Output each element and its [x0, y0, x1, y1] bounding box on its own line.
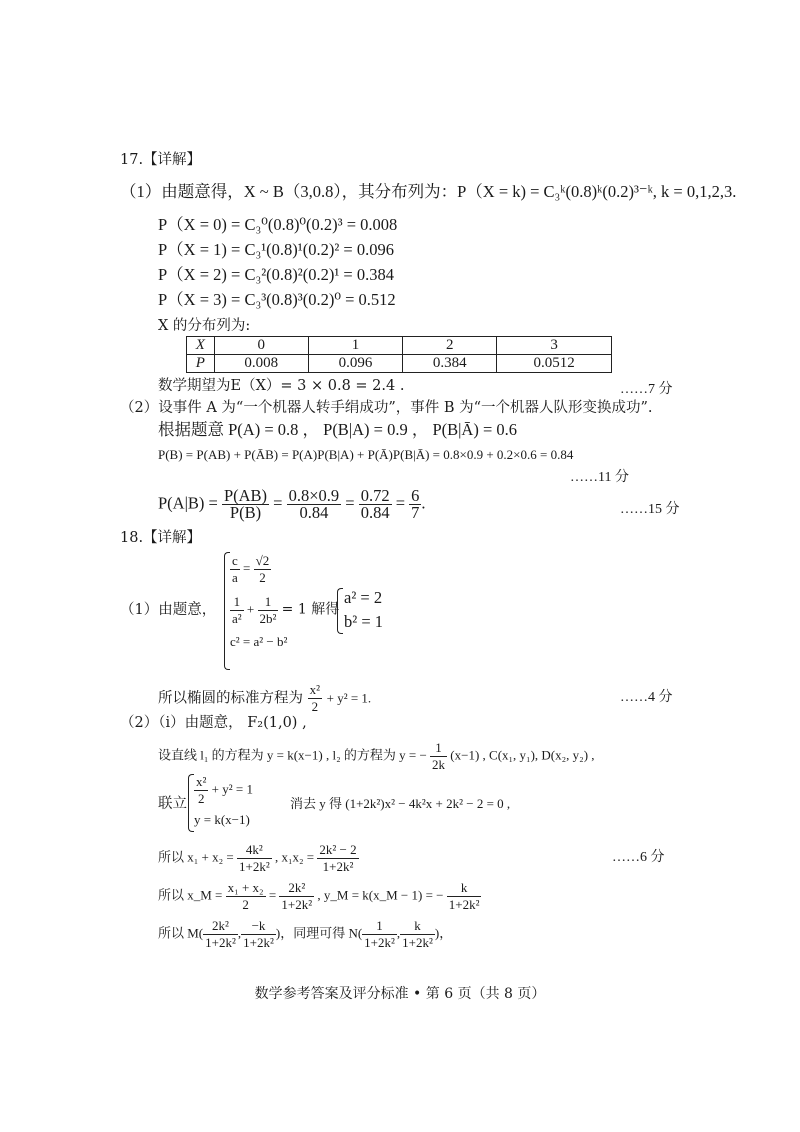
- table-cell: 0.384: [403, 355, 497, 373]
- line-equations: 设直线 l₁ 的方程为 y = k(x−1) , l₂ 的方程为 y = − $\frac{1}{2k}$ (x−1) , C(x₁, y₁), D(x₂, y₂) ,: [158, 740, 595, 772]
- join-eq-1: $\frac{\text{x²}}{2}$ + y² = 1: [196, 774, 253, 806]
- table-cell: 3: [497, 337, 612, 355]
- ellipse-equation: 所以椭圆的标准方程为 $\frac{\text{x²}}{2}$ + y² = 1.: [158, 682, 372, 714]
- q17-heading: 17.【详解】: [120, 152, 202, 168]
- bayes-formula: P(A|B) = $\frac{P(AB)}{P(B)}$ = $\frac{0.8\times 0.9}{0.84}$ = $\frac{0.72}{0.84}$ = $\frac{6}{7}$ .: [158, 486, 426, 522]
- bayes-lhs: P(A|B) =: [158, 493, 218, 513]
- q17-part2-intro: （2）设事件 A 为“一个机器人转手绢成功”，事件 B 为“一个机器人队形变换成功”.: [120, 400, 653, 416]
- total-probability: P(B) = P(AB) + P(ĀB) = P(A)P(B|A) + P(Ā)P(B|Ā) = 0.8×0.9 + 0.2×0.6 = 0.84: [158, 447, 574, 462]
- table-cell: 0.096: [308, 355, 402, 373]
- table-cell: 2: [403, 337, 497, 355]
- expectation: 数学期望为E（X）= 3 × 0.8 = 2.4 .: [158, 378, 405, 394]
- q18-part1-prefix: （1）由题意，: [120, 602, 217, 618]
- q18-heading: 18.【详解】: [120, 530, 202, 546]
- midpoint-coordinates: 所以 x_M = $\frac{\text{x₁ + x₂}}{2}$ = $\frac{\text{2k²}}{\text{1+2k²}}$ , y_M = k(x_M − 1) = − $\frac{k}{\text{1+2k²}}$: [158, 880, 480, 912]
- fraction: $\frac{0.8\times 0.9}{0.84}$: [288, 486, 340, 522]
- q18-part2-intro: （2）（ⅰ）由题意， F₂(1,0) ,: [120, 715, 307, 731]
- prob-x0: P（X = 0) = C₃⁰(0.8)⁰(0.2)³ = 0.008: [158, 215, 398, 234]
- table-cell: 0.0512: [497, 355, 612, 373]
- table-row: [187, 337, 612, 355]
- score-mark: ……6 分: [612, 850, 665, 865]
- prob-x3: P（X = 3) = C₃³(0.8)³(0.2)⁰ = 0.512: [158, 290, 396, 309]
- table-cell: 0.008: [214, 355, 308, 373]
- join-result: 消去 y 得 (1+2k²)x² − 4k²x + 2k² − 2 = 0 ,: [290, 796, 511, 811]
- prob-x1: P（X = 1) = C₃¹(0.8)¹(0.2)² = 0.096: [158, 240, 394, 259]
- prob-x2: P（X = 2) = C₃²(0.8)²(0.2)¹ = 0.384: [158, 265, 394, 284]
- score-mark: ……4 分: [620, 690, 673, 705]
- page-footer: 数学参考答案及评分标准 • 第 6 页（共 8 页）: [254, 986, 546, 1002]
- solution-a2: a² = 2: [344, 588, 383, 607]
- distribution-label: X 的分布列为:: [158, 318, 251, 334]
- system-eq-2: $\frac{1}{\text{a²}}$ + $\frac{1}{\text{2b²}}$ = 1 解得: [232, 594, 340, 626]
- table-cell: X: [187, 337, 215, 355]
- fraction: $\frac{0.72}{0.84}$: [360, 486, 390, 522]
- join-prefix: 联立: [158, 796, 187, 812]
- table-cell: P: [187, 355, 215, 373]
- system-eq-1: $\frac{c}{a}$ = $\frac{√2}{2}$: [232, 553, 270, 585]
- points-m-n: 所以 M( $\frac{\text{2k²}}{\text{1+2k²}}$ , $\frac{-k}{\text{1+2k²}}$ )，同理可得 N( $\frac{1}{\text{1+2k²}}$ , $\frac{k}{\text{1+2k²}}$ )，: [158, 918, 453, 950]
- vieta-relations: 所以 x₁ + x₂ = $\frac{\text{4k²}}{\text{1+2k²}}$ , x₁x₂ = $\frac{\text{2k² − 2}}{\text{1+2k²}}$: [158, 842, 357, 874]
- system-eq-3: c² = a² − b²: [230, 634, 288, 649]
- score-mark: ……11 分: [570, 470, 629, 485]
- solution-brace: [337, 588, 343, 634]
- given-probabilities: 根据题意 P(A) = 0.8 ， P(B|A) = 0.9 ， P(B|Ā) = 0.6: [158, 420, 518, 439]
- table-cell: 0: [214, 337, 308, 355]
- table-cell: 1: [308, 337, 402, 355]
- fraction: $\frac{P(AB)}{P(B)}$: [223, 486, 268, 522]
- table-row: [187, 355, 612, 373]
- fraction: $\frac{6}{7}$: [411, 486, 420, 522]
- score-mark: ……15 分: [620, 502, 680, 517]
- q17-part1-intro: （1）由题意得，X ~ B（3,0.8），其分布列为：P（X = k) = C₃ᵏ(0.8)ᵏ(0.2)³⁻ᵏ, k = 0,1,2,3.: [120, 182, 737, 201]
- score-mark: ……7 分: [620, 382, 673, 397]
- join-eq-2: y = k(x−1): [194, 812, 250, 827]
- distribution-table: [186, 336, 612, 373]
- solution-b2: b² = 1: [344, 612, 384, 631]
